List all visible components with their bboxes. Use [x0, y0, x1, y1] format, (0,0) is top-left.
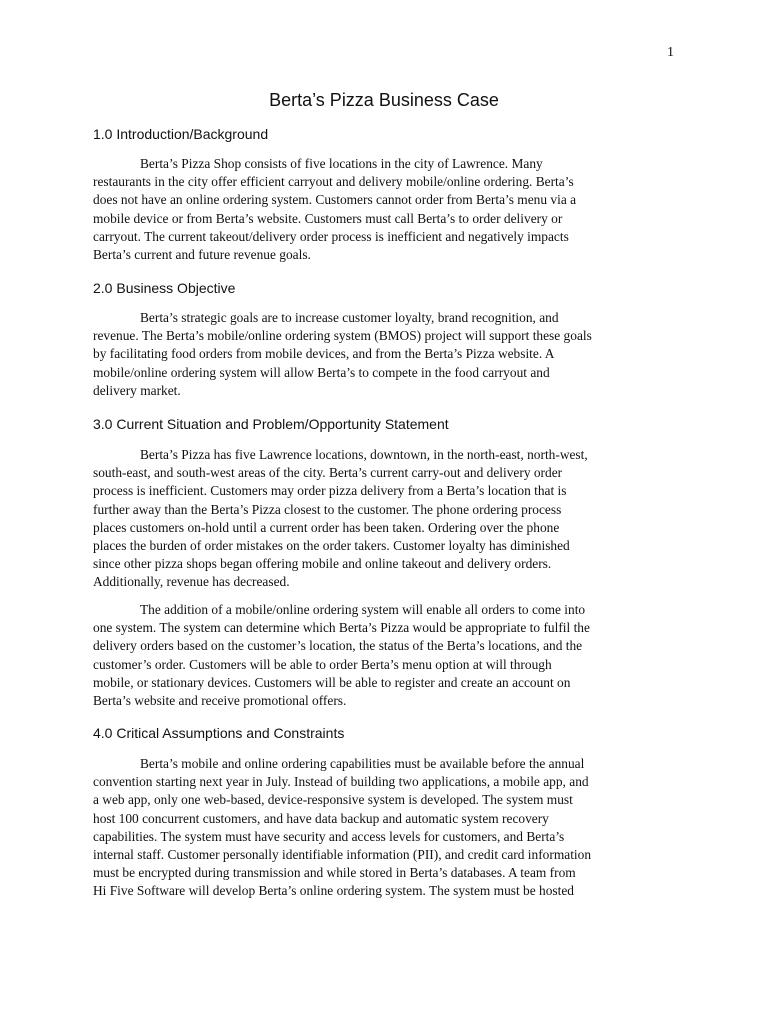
document-title: Berta’s Pizza Business Case: [269, 90, 499, 110]
paragraph-assumptions-constraints: [93, 755, 683, 901]
paragraph-line: places the burden of order mistakes on the order takers. Customer loyalty has diminished: [93, 538, 570, 554]
section-heading-introduction: 1.0 Introduction/Background: [93, 126, 269, 142]
paragraph-line: Hi Five Software will develop Berta’s online ordering system. The system must be hosted: [93, 883, 574, 899]
paragraph-line: internal staff. Customer personally identifiable information (PII), and credit card information: [93, 847, 592, 863]
section-heading-current-situation: 3.0 Current Situation and Problem/Opportunity Statement: [93, 416, 449, 432]
paragraph-line: south-east, and south-west areas of the city. Berta’s current carry-out and delivery order: [93, 465, 563, 481]
paragraph-line: a web app, only one web-based, device-responsive system is developed. The system must: [93, 792, 573, 808]
paragraph-line: places customers on-hold until a current order has been taken. Ordering over the phone: [93, 519, 560, 535]
paragraph-line: customer’s order. Customers will be able to order Berta’s menu option at will through: [93, 656, 552, 672]
paragraph-line: restaurants in the city offer efficient carryout and delivery mobile/online ordering. Berta’s: [93, 174, 574, 190]
paragraph-line: Additionally, revenue has decreased.: [93, 574, 290, 590]
paragraph-line: does not have an online ordering system. Customers cannot order from Berta’s menu via a: [93, 192, 577, 208]
paragraph-line: Berta’s strategic goals are to increase customer loyalty, brand recognition, and: [140, 310, 559, 325]
paragraph-line: one system. The system can determine which Berta’s Pizza would be appropriate to fulfil the: [93, 620, 590, 636]
paragraph-line: The addition of a mobile/online ordering system will enable all orders to come into: [140, 602, 586, 617]
paragraph-line: by facilitating food orders from mobile devices, and from the Berta’s Pizza website. A: [93, 346, 555, 362]
paragraph-line: Berta’s website and receive promotional offers.: [93, 693, 347, 709]
paragraph-line: delivery market.: [93, 382, 181, 398]
paragraph-business-objective: [93, 309, 683, 400]
paragraph-line: Berta’s mobile and online ordering capabilities must be available before the annual: [140, 756, 585, 771]
paragraph-line: mobile/online ordering system will allow Berta’s to compete in the food carryout and: [93, 364, 550, 380]
page-number: 1: [667, 45, 674, 60]
paragraph-line: process is inefficient. Customers may order pizza delivery from a Berta’s location that is: [93, 483, 567, 499]
paragraph-line: delivery orders based on the customer’s location, the status of the Berta’s locations, and the: [93, 638, 583, 654]
paragraph-line: revenue. The Berta’s mobile/online ordering system (BMOS) project will support these goals: [93, 328, 592, 344]
paragraph-line: mobile, or stationary devices. Customers will be able to register and create an account on: [93, 674, 571, 690]
paragraph-line: carryout. The current takeout/delivery order process is inefficient and negatively impacts: [93, 228, 569, 244]
paragraph-current-situation: [93, 446, 683, 592]
paragraph-line: since other pizza shops began offering mobile and online takeout and delivery orders.: [93, 556, 552, 572]
paragraph-line: Berta’s Pizza has five Lawrence locations, downtown, in the north-east, north-west,: [140, 447, 588, 462]
section-heading-assumptions-constraints: 4.0 Critical Assumptions and Constraints: [93, 725, 345, 741]
section-heading-business-objective: 2.0 Business Objective: [93, 280, 236, 296]
paragraph-line: capabilities. The system must have security and access levels for customers, and Berta’s: [93, 828, 565, 844]
paragraph-line: Berta’s current and future revenue goals.: [93, 247, 311, 263]
paragraph-line: mobile device or from Berta’s website. Customers must call Berta’s to order delivery or: [93, 210, 563, 226]
paragraph-opportunity: [93, 601, 683, 710]
paragraph-introduction: [93, 155, 683, 264]
paragraph-line: must be encrypted during transmission and while stored in Berta’s databases. A team from: [93, 865, 576, 881]
paragraph-line: host 100 concurrent customers, and have data backup and automatic system recovery: [93, 810, 549, 826]
paragraph-line: further away than the Berta’s Pizza closest to the customer. The phone ordering process: [93, 501, 562, 517]
paragraph-line: convention starting next year in July. Instead of building two applications, a mobile app, and: [93, 774, 589, 790]
paragraph-line: Berta’s Pizza Shop consists of five locations in the city of Lawrence. Many: [140, 156, 543, 171]
